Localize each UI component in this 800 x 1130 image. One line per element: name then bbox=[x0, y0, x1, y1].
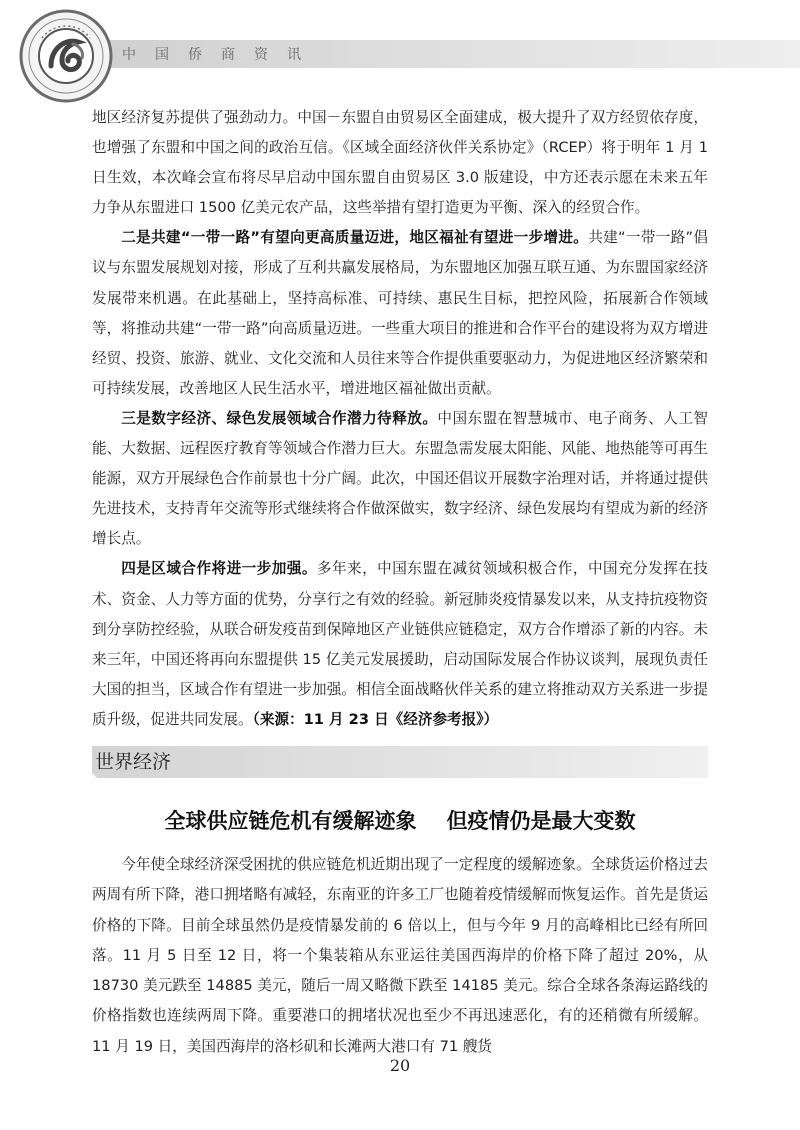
header-title: 中国侨商资讯 bbox=[122, 47, 320, 63]
article-title bbox=[92, 805, 708, 835]
page-header bbox=[0, 0, 800, 110]
page-number: 20 bbox=[389, 1056, 411, 1075]
article-title-part-2: 但疫情仍是最大变数 bbox=[446, 809, 636, 833]
article-text bbox=[92, 850, 708, 1062]
paragraph-2 bbox=[92, 223, 708, 404]
article-title-part-1: 全球供应链危机有缓解迹象 bbox=[164, 809, 417, 833]
paragraph-3-body: 中国东盟在智慧城市、电子商务、人工智能、大数据、远程医疗教育等领域合作潜力巨大。东盟急需发展太阳能、风能、地热能等可再生能源，双方开展绿色合作前景也十分广阔。此次，中国还倡议开展数字治理对话，并将通过提供先进技术，支持青年交流等形式继续将合作做深做实，数字经济、绿色发展均有望成为新的经济增长点。 bbox=[92, 409, 708, 548]
paragraph-4-lead: 四是区域合作将进一步加强。 bbox=[121, 560, 317, 578]
source-citation: （来源：11 月 23 日《经济参考报》） bbox=[252, 710, 499, 728]
paragraph-2-body: 共建“一带一路”倡议与东盟发展规划对接，形成了互利共赢发展格局，为东盟地区加强互联互通、为东盟国家经济发展带来机遇。在此基础上，坚持高标准、可持续、惠民生目标，把控风险，拓展新合作领域等，将推动共建“一带一路”向高质量迈进。一些重大项目的推进和合作平台的建设将为双方增进经贸、投资、旅游、就业、文化交流和人员往来等合作提供重要驱动力，为促进地区经济繁荣和可持续发展，改善地区人民生活水平，增进地区福祉做出贡献。 bbox=[92, 229, 709, 397]
paragraph-1: 地区经济复苏提供了强劲动力。中国－东盟自由贸易区全面建成，极大提升了双方经贸依存度，也增强了东盟和中国之间的政治互信。《区域全面经济伙伴关系协定》（RCEP）将于明年 1 月 1 日生效，本次峰会宣布将尽早启动中国东盟自由贸易区 3.0 版建设，中方还表示愿在未来五年力争从东盟进口 1500 亿美元农产品，这些举措有望打造更为平衡、深入的经贸合作。 bbox=[92, 109, 708, 217]
paragraph-3-lead: 三是数字经济、绿色发展领域合作潜力待释放。 bbox=[121, 409, 438, 427]
paragraph-2-lead: 二是共建“一带一路”有望向更高质量迈进，地区福祉有望进一步增进。 bbox=[121, 229, 589, 247]
body-text bbox=[92, 103, 708, 735]
section-title: 世界经济 bbox=[95, 751, 172, 773]
section-bar bbox=[92, 746, 708, 778]
article-paragraph: 今年使全球经济深受困扰的供应链危机近期出现了一定程度的缓解迹象。全球货运价格过去两周有所下降，港口拥堵略有减轻，东南亚的许多工厂也随着疫情缓解而恢复运作。首先是货运价格的下降。目前全球虽然仍是疫情暴发前的 6 倍以上，但与今年 9 月的高峰相比已经有所回落。11 月 5 日至 12 日，将一个集装箱从东亚运往美国西海岸的价格下降了超过 20%，从 18730 美元跌至 14885 美元，随后一周又略微下跌至 14185 美元。综合全球各条海运路线的价格指数也连续两周下降。重要港口的拥堵状况也至少不再迅速恶化，有的还稍微有所缓解。11 月 19 日，美国西海岸的洛杉矶和长滩两大港口有 71 艘货 bbox=[92, 856, 708, 1055]
paragraph-4-body: 多年来，中国东盟在减贫领域积极合作，中国充分发挥在技术、资金、人力等方面的优势，分享行之有效的经验。新冠肺炎疫情暴发以来，从支持抗疫物资到分享防控经验，从联合研发疫苗到保障地区产业链供应链稳定，双方合作增添了新的内容。未来三年，中国还将再向东盟提供 15 亿美元发展援助，启动国际发展合作协议谈判，展现负责任大国的担当，区域合作有望进一步加强。相信全面战略伙伴关系的建立将推动双方关系进一步提质升级，促进共同发展。 bbox=[92, 560, 708, 728]
logo-icon bbox=[18, 8, 114, 104]
paragraph-4 bbox=[92, 554, 708, 735]
paragraph-3 bbox=[92, 404, 708, 554]
